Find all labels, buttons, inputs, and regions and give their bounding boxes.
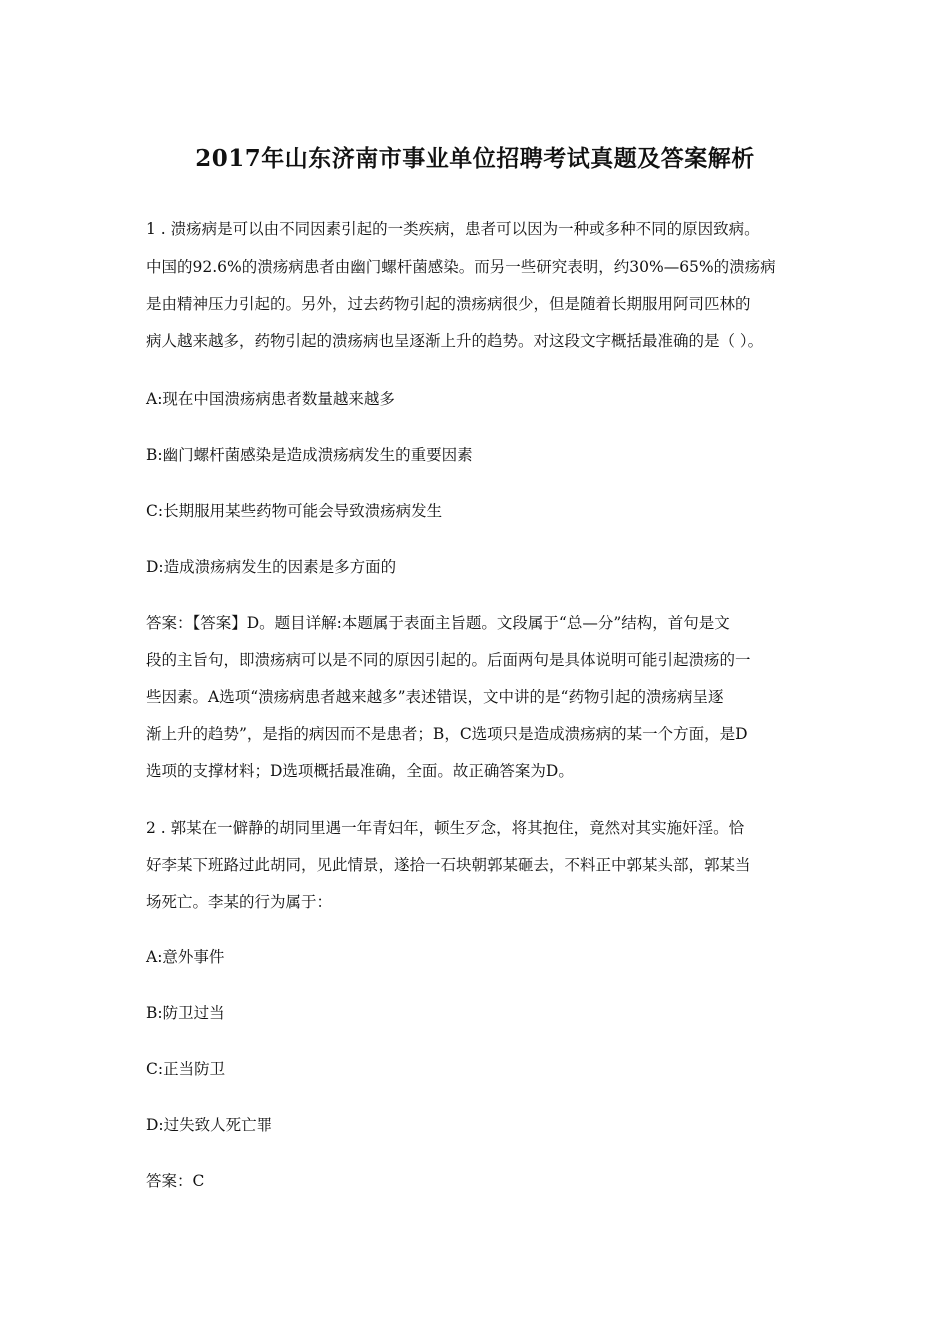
question-1-option-c: C:长期服用某些药物可能会导致溃疡病发生	[146, 502, 443, 520]
question-1-answer-line: 选项的支撑材料；D选项概括最准确，全面。故正确答案为D。	[146, 762, 574, 780]
question-1-answer-line: 答案：【答案】D。题目详解:本题属于表面主旨题。文段属于“总—分”结构，首句是文	[146, 614, 730, 632]
question-1-option-d: D:造成溃疡病发生的因素是多方面的	[146, 558, 397, 576]
question-2-option-d: D:过失致人死亡罪	[146, 1116, 273, 1134]
question-2-option-c: C:正当防卫	[146, 1060, 226, 1078]
question-1-stem-line: 中国的92.6%的溃疡病患者由幽门螺杆菌感染。而另一些研究表明，约30%—65%的溃疡病	[146, 258, 776, 276]
question-2-option-a: A:意外事件	[146, 948, 225, 966]
question-1-option-a: A:现在中国溃疡病患者数量越来越多	[146, 390, 395, 408]
question-1-answer-line: 段的主旨句，即溃疡病可以是不同的原因引起的。后面两句是具体说明可能引起溃疡的一	[146, 651, 751, 669]
question-2-stem-line: 好李某下班路过此胡同，见此情景，遂拾一石块朝郭某砸去，不料正中郭某头部，郭某当	[146, 856, 751, 874]
question-1-answer-line: 渐上升的趋势”，是指的病因而不是患者；B，C选项只是造成溃疡病的某一个方面，是D	[146, 725, 748, 743]
question-2-stem-line: 2 . 郭某在一僻静的胡同里遇一年青妇年，顿生歹念，将其抱住，竟然对其实施奸淫。恰	[146, 819, 745, 837]
document-title: 2017年山东济南市事业单位招聘考试真题及答案解析	[195, 145, 755, 172]
question-1-option-b: B:幽门螺杆菌感染是造成溃疡病发生的重要因素	[146, 446, 473, 464]
question-2-answer-line: 答案：C	[146, 1172, 205, 1190]
question-2-stem-line: 场死亡。李某的行为属于：	[146, 893, 333, 911]
question-2-option-b: B:防卫过当	[146, 1004, 225, 1022]
question-1-stem-line: 病人越来越多，药物引起的溃疡病也呈逐渐上升的趋势。对这段文字概括最准确的是（ ）。	[146, 332, 764, 350]
question-1-stem-line: 1 . 溃疡病是可以由不同因素引起的一类疾病，患者可以因为一种或多种不同的原因致病。	[146, 220, 760, 238]
question-1-answer-line: 些因素。A选项“溃疡病患者越来越多”表述错误，文中讲的是“药物引起的溃疡病呈逐	[146, 688, 724, 706]
question-1-stem-line: 是由精神压力引起的。另外，过去药物引起的溃疡病很少，但是随着长期服用阿司匹林的	[146, 295, 751, 313]
